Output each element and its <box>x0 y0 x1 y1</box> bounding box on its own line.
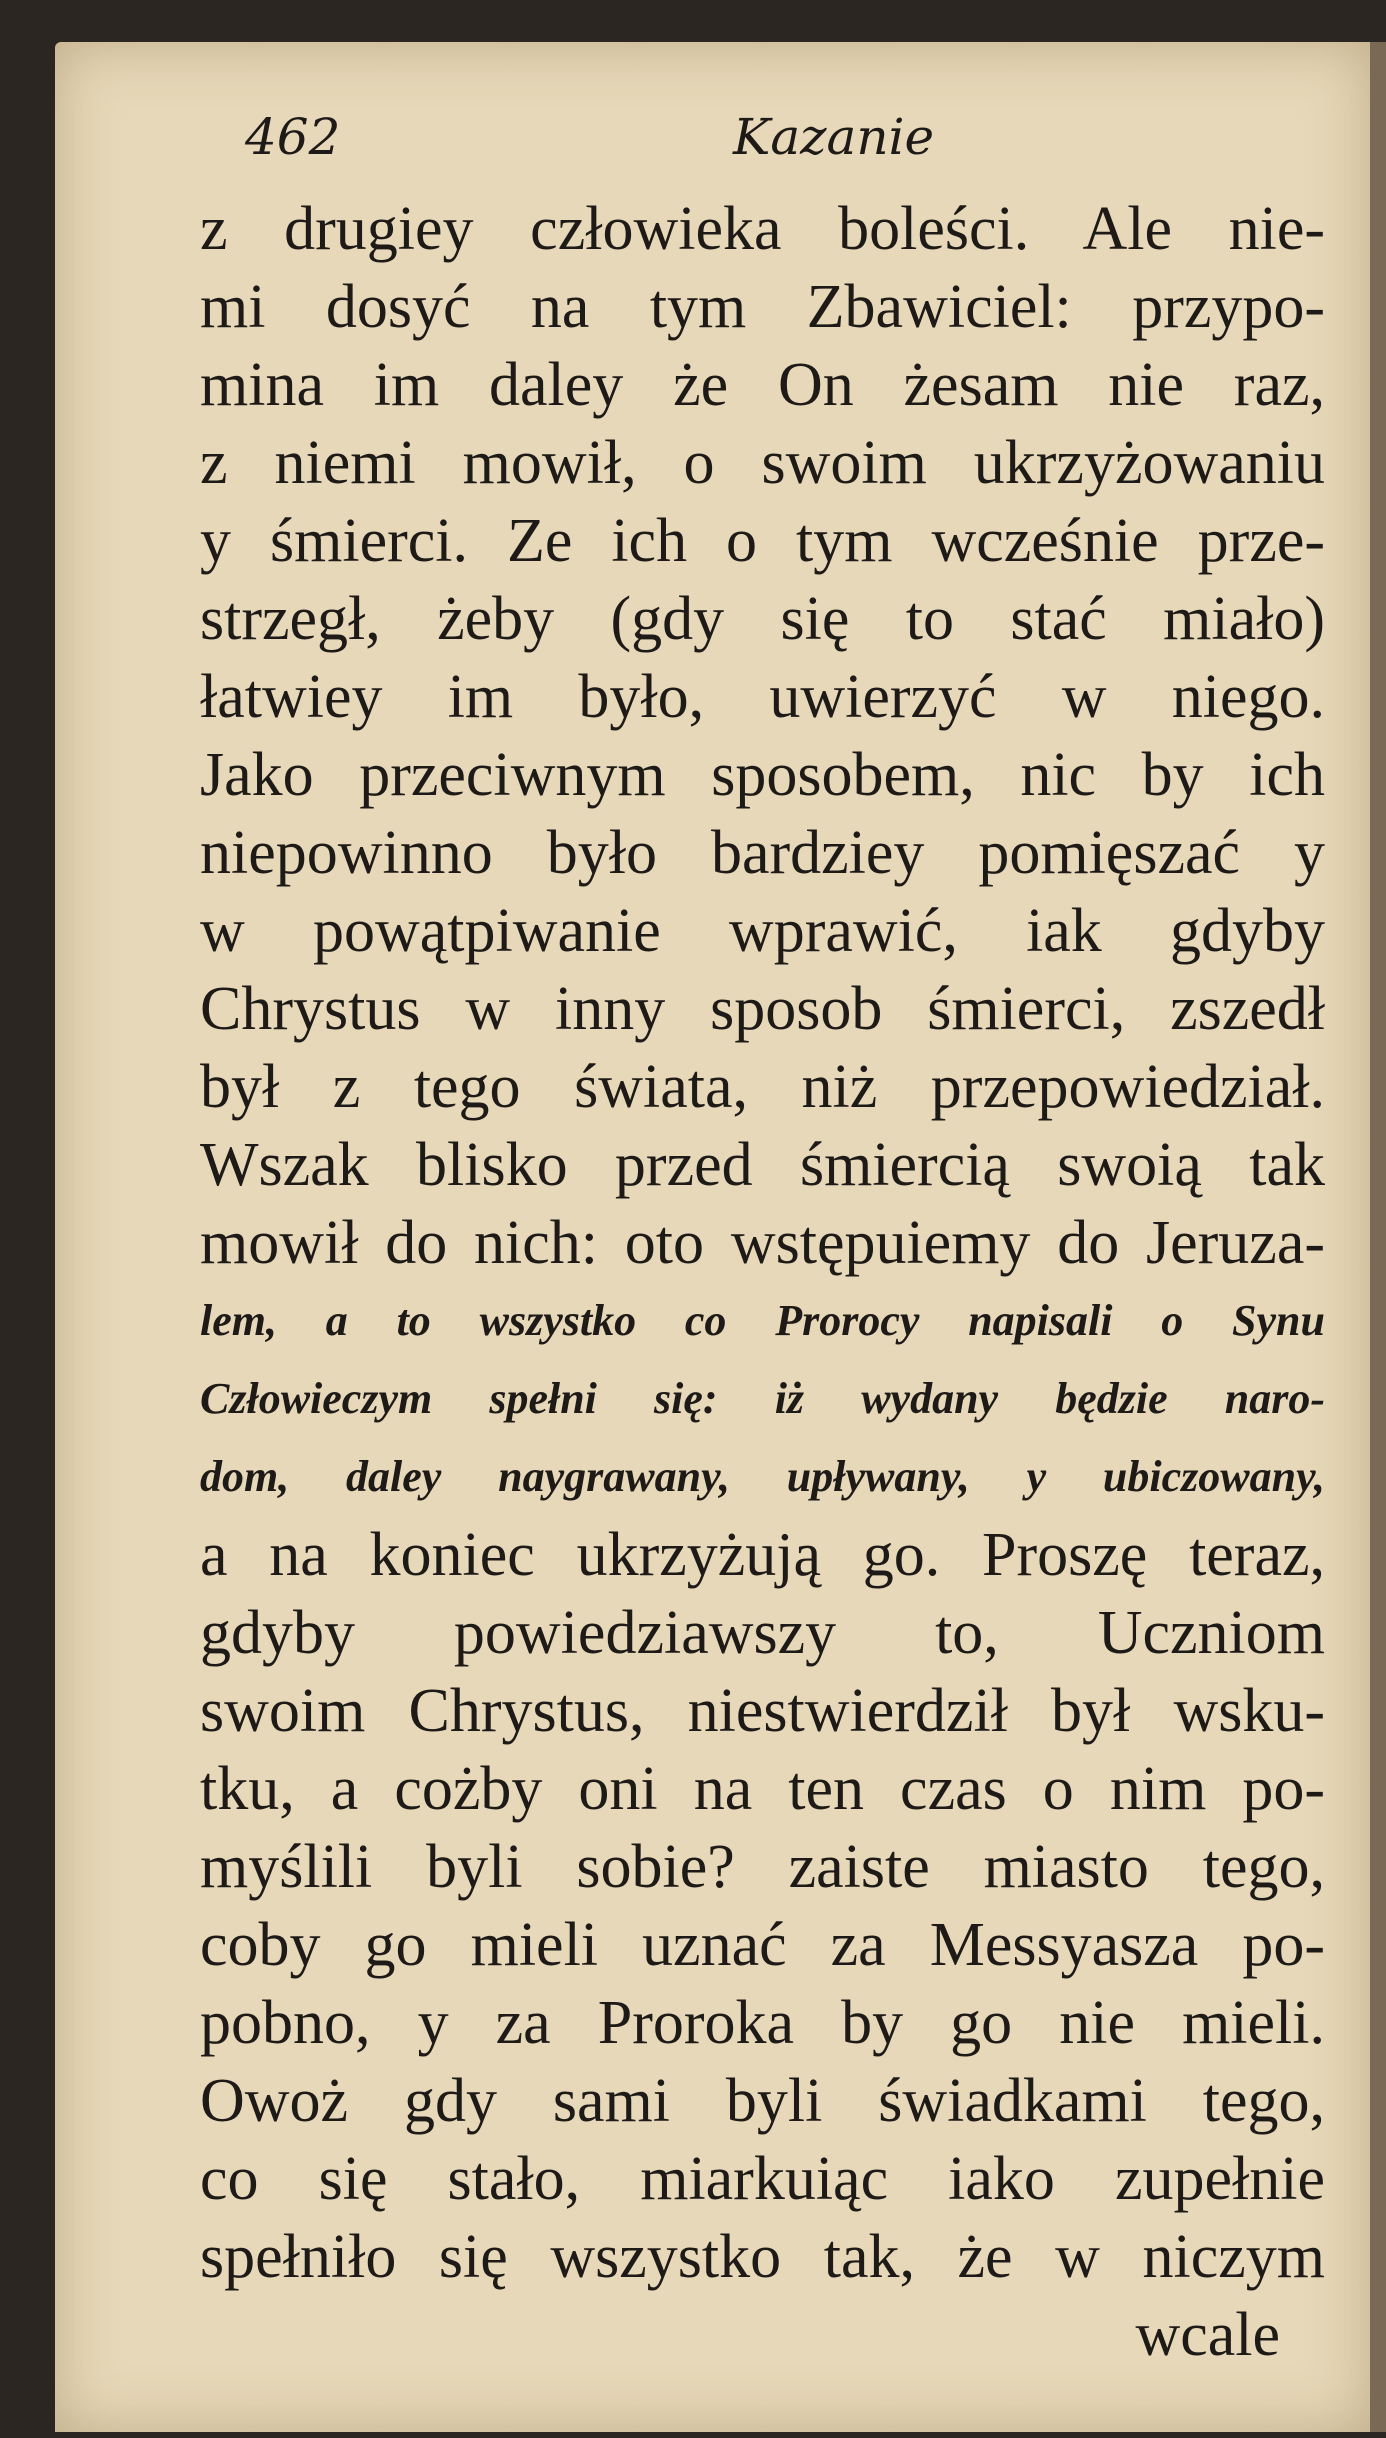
text-line: tku, a cożby oni na ten czas o nim po- <box>200 1755 1325 1823</box>
catchword: wcale <box>1135 2301 1280 2369</box>
text-line: Jako przeciwnym sposobem, nic by ich <box>200 741 1325 809</box>
text-line: pobno, y za Proroka by go nie mieli. <box>200 1989 1325 2057</box>
text-line: Wszak blisko przed śmiercią swoią tak <box>200 1131 1325 1199</box>
page-edge <box>1370 42 1386 2432</box>
text-line: Owoż gdy sami byli świadkami tego, <box>200 2067 1325 2135</box>
text-line: niepowinno było bardziey pomięszać y <box>200 819 1325 887</box>
text-line: y śmierci. Ze ich o tym wcześnie prze- <box>200 507 1325 575</box>
text-line: mi dosyć na tym Zbawiciel: przypo- <box>200 273 1325 341</box>
text-line: mina im daley że On żesam nie raz, <box>200 351 1325 419</box>
text-line: w powątpiwanie wprawić, iak gdyby <box>200 897 1325 965</box>
text-line-italic: Człowieczym spełni się: iż wydany będzie naro- <box>200 1374 1325 1423</box>
text-line: a na koniec ukrzyżują go. Proszę teraz, <box>200 1521 1325 1589</box>
page-number: 462 <box>245 108 341 166</box>
text-line: Chrystus w inny sposob śmierci, zszedł <box>200 975 1325 1043</box>
text-line: gdyby powiedziawszy to, Uczniom <box>200 1599 1325 1667</box>
text-line-italic: lem, a to wszystko co Prorocy napisali o Synu <box>200 1296 1325 1345</box>
text-line: był z tego świata, niż przepowiedział. <box>200 1053 1325 1121</box>
running-title: Kazanie <box>733 108 935 166</box>
text-line: coby go mieli uznać za Messyasza po- <box>200 1911 1325 1979</box>
text-line: spełniło się wszystko tak, że w niczym <box>200 2223 1325 2291</box>
text-line: swoim Chrystus, niestwierdził był wsku- <box>200 1677 1325 1745</box>
page-header <box>245 100 1045 170</box>
text-line: myślili byli sobie? zaiste miasto tego, <box>200 1833 1325 1901</box>
text-line: z drugiey człowieka boleści. Ale nie- <box>200 195 1325 263</box>
text-line: z niemi mowił, o swoim ukrzyżowaniu <box>200 429 1325 497</box>
text-line-italic: dom, daley naygrawany, upływany, y ubiczowany, <box>200 1452 1325 1501</box>
text-line: strzegł, żeby (gdy się to stać miało) <box>200 585 1325 653</box>
text-line: mowił do nich: oto wstępuiemy do Jeruza- <box>200 1209 1325 1277</box>
text-line: co się stało, miarkuiąc iako zupełnie <box>200 2145 1325 2213</box>
text-line: łatwiey im było, uwierzyć w niego. <box>200 663 1325 731</box>
